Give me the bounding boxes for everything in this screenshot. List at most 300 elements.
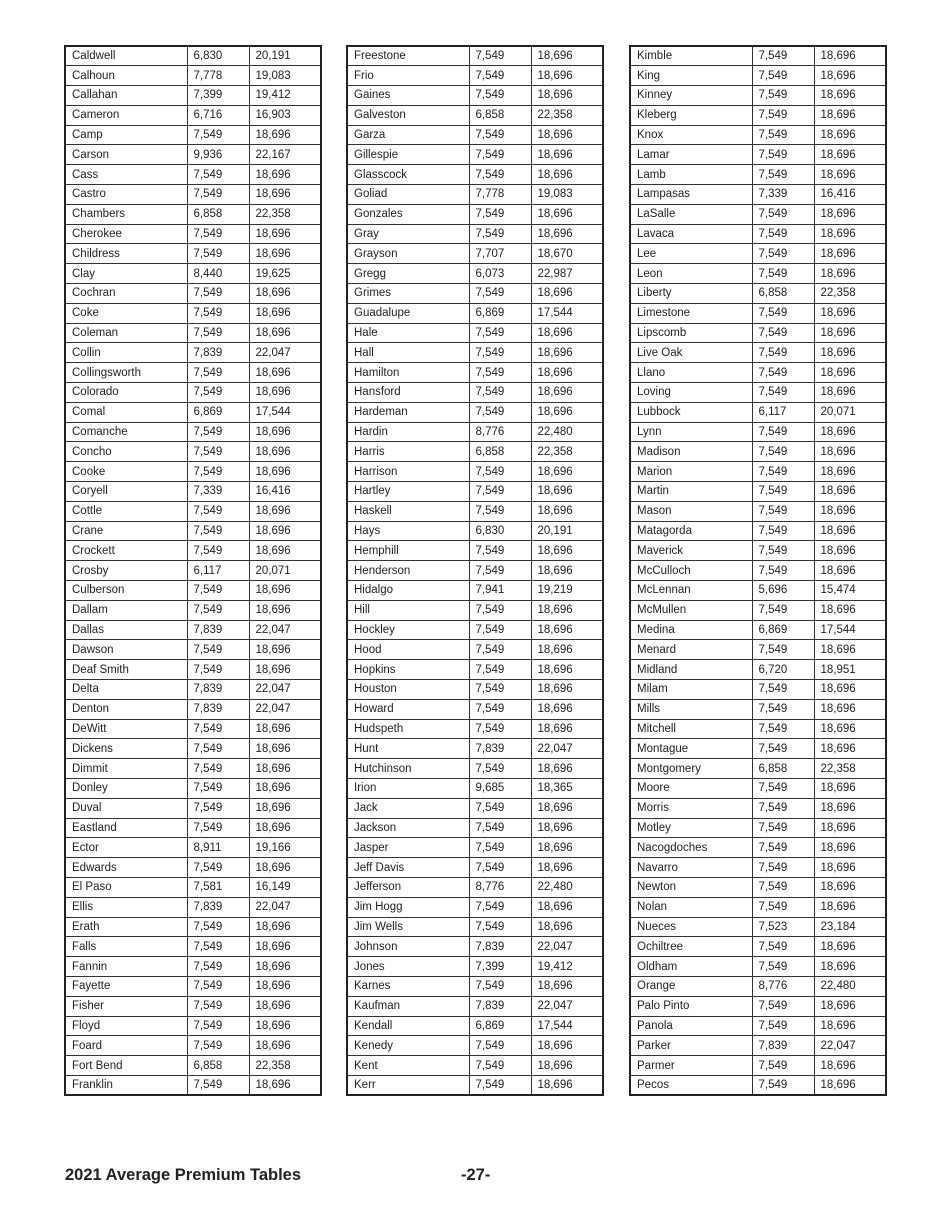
premium-value-1-cell: 7,549: [187, 917, 249, 937]
county-name-cell: Pecos: [630, 1075, 752, 1095]
premium-value-2-cell: 22,358: [531, 442, 603, 462]
county-name-cell: Cooke: [65, 462, 187, 482]
table-row: [65, 125, 321, 145]
premium-value-1-cell: 7,549: [187, 284, 249, 304]
premium-value-2-cell: 18,696: [814, 957, 886, 977]
table-row: [65, 1036, 321, 1056]
premium-value-1-cell: 6,117: [187, 561, 249, 581]
table-row: [347, 660, 603, 680]
premium-value-1-cell: 7,549: [752, 877, 814, 897]
table-row: [630, 125, 886, 145]
premium-value-2-cell: 18,696: [814, 1056, 886, 1076]
table-row: [65, 482, 321, 502]
county-name-cell: Madison: [630, 442, 752, 462]
table-row: [630, 541, 886, 561]
premium-value-1-cell: 8,776: [469, 877, 531, 897]
premium-value-2-cell: 22,047: [249, 620, 321, 640]
premium-value-2-cell: 18,696: [814, 877, 886, 897]
premium-value-2-cell: 22,047: [814, 1036, 886, 1056]
premium-value-1-cell: 7,549: [469, 600, 531, 620]
table-row: [630, 343, 886, 363]
table-row: [65, 86, 321, 106]
county-name-cell: Caldwell: [65, 46, 187, 66]
premium-value-1-cell: 7,549: [469, 561, 531, 581]
county-name-cell: Dickens: [65, 739, 187, 759]
table-row: [347, 244, 603, 264]
premium-value-2-cell: 22,480: [531, 422, 603, 442]
premium-value-1-cell: 7,549: [187, 165, 249, 185]
premium-value-1-cell: 7,399: [187, 86, 249, 106]
premium-value-2-cell: 20,191: [249, 46, 321, 66]
table-row: [347, 581, 603, 601]
county-name-cell: Duval: [65, 798, 187, 818]
table-row: [630, 442, 886, 462]
county-name-cell: Culberson: [65, 581, 187, 601]
table-row: [630, 264, 886, 284]
premium-value-1-cell: 7,549: [752, 640, 814, 660]
county-name-cell: Montague: [630, 739, 752, 759]
table-row: [347, 66, 603, 86]
county-name-cell: Orange: [630, 976, 752, 996]
premium-value-1-cell: 7,549: [469, 640, 531, 660]
premium-value-1-cell: 7,549: [752, 699, 814, 719]
county-name-cell: Foard: [65, 1036, 187, 1056]
premium-value-2-cell: 20,191: [531, 521, 603, 541]
premium-value-2-cell: 18,696: [531, 284, 603, 304]
premium-value-2-cell: 18,696: [249, 185, 321, 205]
county-name-cell: Llano: [630, 363, 752, 383]
premium-value-2-cell: 17,544: [249, 402, 321, 422]
table-row: [630, 145, 886, 165]
table-row: [347, 798, 603, 818]
county-name-cell: Grimes: [347, 284, 469, 304]
premium-value-2-cell: 18,696: [814, 383, 886, 403]
county-name-cell: Carson: [65, 145, 187, 165]
county-name-cell: Hale: [347, 323, 469, 343]
premium-value-1-cell: 7,549: [469, 1036, 531, 1056]
table-row: [65, 501, 321, 521]
county-name-cell: Freestone: [347, 46, 469, 66]
county-name-cell: Floyd: [65, 1016, 187, 1036]
page-number: -27-: [461, 1166, 491, 1184]
premium-value-1-cell: 7,549: [469, 818, 531, 838]
county-name-cell: Hardin: [347, 422, 469, 442]
county-name-cell: Denton: [65, 699, 187, 719]
table-row: [630, 224, 886, 244]
table-row: [630, 759, 886, 779]
county-name-cell: Lamb: [630, 165, 752, 185]
county-name-cell: Gray: [347, 224, 469, 244]
county-name-cell: Delta: [65, 680, 187, 700]
county-name-cell: Nolan: [630, 897, 752, 917]
county-name-cell: Ellis: [65, 897, 187, 917]
table-row: [630, 86, 886, 106]
county-name-cell: Cherokee: [65, 224, 187, 244]
premium-value-1-cell: 6,869: [469, 303, 531, 323]
premium-value-1-cell: 9,685: [469, 778, 531, 798]
premium-value-1-cell: 7,339: [752, 185, 814, 205]
county-name-cell: Motley: [630, 818, 752, 838]
county-name-cell: Marion: [630, 462, 752, 482]
table-row: [65, 877, 321, 897]
premium-value-2-cell: 18,696: [249, 125, 321, 145]
premium-value-2-cell: 18,696: [531, 541, 603, 561]
premium-value-1-cell: 7,523: [752, 917, 814, 937]
premium-value-1-cell: 7,839: [469, 996, 531, 1016]
premium-value-1-cell: 7,778: [469, 185, 531, 205]
premium-value-2-cell: 18,696: [814, 323, 886, 343]
premium-value-1-cell: 7,549: [187, 957, 249, 977]
premium-value-2-cell: 18,696: [249, 224, 321, 244]
county-name-cell: Parker: [630, 1036, 752, 1056]
table-row: [347, 185, 603, 205]
premium-value-1-cell: 7,549: [752, 323, 814, 343]
county-name-cell: Deaf Smith: [65, 660, 187, 680]
table-row: [65, 778, 321, 798]
premium-value-2-cell: 18,696: [531, 660, 603, 680]
table-row: [347, 1016, 603, 1036]
county-name-cell: Fort Bend: [65, 1056, 187, 1076]
table-row: [347, 838, 603, 858]
county-name-cell: Gonzales: [347, 204, 469, 224]
premium-value-2-cell: 18,696: [531, 798, 603, 818]
premium-value-2-cell: 18,696: [531, 976, 603, 996]
table-row: [347, 937, 603, 957]
table-row: [65, 323, 321, 343]
premium-value-2-cell: 18,696: [814, 244, 886, 264]
table-row: [630, 422, 886, 442]
county-name-cell: Oldham: [630, 957, 752, 977]
county-name-cell: Donley: [65, 778, 187, 798]
premium-value-2-cell: 18,696: [531, 462, 603, 482]
premium-value-1-cell: 7,549: [752, 422, 814, 442]
county-name-cell: Kleberg: [630, 105, 752, 125]
table-row: [347, 165, 603, 185]
premium-value-1-cell: 7,549: [187, 1016, 249, 1036]
table-row: [347, 600, 603, 620]
premium-value-2-cell: 18,696: [249, 937, 321, 957]
county-name-cell: Hemphill: [347, 541, 469, 561]
county-name-cell: Hill: [347, 600, 469, 620]
county-name-cell: Coryell: [65, 482, 187, 502]
premium-value-1-cell: 7,839: [187, 343, 249, 363]
premium-value-1-cell: 6,869: [469, 1016, 531, 1036]
table-row: [347, 759, 603, 779]
county-name-cell: Frio: [347, 66, 469, 86]
premium-value-1-cell: 7,549: [752, 957, 814, 977]
county-name-cell: Edwards: [65, 858, 187, 878]
county-name-cell: Kaufman: [347, 996, 469, 1016]
table-row: [630, 46, 886, 66]
premium-value-1-cell: 7,549: [187, 778, 249, 798]
table-row: [347, 917, 603, 937]
premium-value-2-cell: 18,696: [249, 778, 321, 798]
premium-value-1-cell: 7,549: [752, 778, 814, 798]
table-row: [347, 561, 603, 581]
premium-value-2-cell: 18,696: [249, 996, 321, 1016]
premium-value-1-cell: 7,549: [469, 204, 531, 224]
table-row: [65, 858, 321, 878]
premium-value-1-cell: 6,869: [752, 620, 814, 640]
premium-value-2-cell: 18,696: [531, 501, 603, 521]
table-row: [65, 640, 321, 660]
table-row: [630, 323, 886, 343]
county-name-cell: Jeff Davis: [347, 858, 469, 878]
table-row: [630, 66, 886, 86]
premium-value-2-cell: 18,696: [249, 303, 321, 323]
county-name-cell: Clay: [65, 264, 187, 284]
county-name-cell: Newton: [630, 877, 752, 897]
table-row: [65, 462, 321, 482]
table-row: [65, 383, 321, 403]
county-name-cell: Midland: [630, 660, 752, 680]
premium-value-1-cell: 6,869: [187, 402, 249, 422]
premium-value-1-cell: 7,839: [187, 897, 249, 917]
county-name-cell: Fannin: [65, 957, 187, 977]
premium-value-2-cell: 18,696: [814, 204, 886, 224]
premium-value-1-cell: 7,549: [469, 363, 531, 383]
table-row: [347, 699, 603, 719]
table-row: [347, 818, 603, 838]
premium-value-2-cell: 18,696: [249, 1036, 321, 1056]
premium-value-1-cell: 7,549: [469, 86, 531, 106]
county-name-cell: Camp: [65, 125, 187, 145]
county-name-cell: Fayette: [65, 976, 187, 996]
footer-title: 2021 Average Premium Tables: [65, 1166, 302, 1184]
premium-value-2-cell: 18,696: [814, 680, 886, 700]
premium-value-2-cell: 18,670: [531, 244, 603, 264]
premium-value-1-cell: 7,549: [469, 323, 531, 343]
table-row: [630, 957, 886, 977]
premium-value-1-cell: 7,549: [752, 66, 814, 86]
premium-value-2-cell: 18,951: [814, 660, 886, 680]
premium-value-1-cell: 7,549: [752, 165, 814, 185]
premium-value-2-cell: 18,696: [249, 581, 321, 601]
premium-value-2-cell: 18,696: [531, 897, 603, 917]
table-row: [630, 1036, 886, 1056]
table-row: [630, 838, 886, 858]
table-row: [630, 482, 886, 502]
table-row: [65, 521, 321, 541]
table-row: [630, 699, 886, 719]
premium-value-2-cell: 18,696: [249, 521, 321, 541]
premium-value-1-cell: 6,073: [469, 264, 531, 284]
county-name-cell: Jack: [347, 798, 469, 818]
table-row: [347, 521, 603, 541]
premium-value-2-cell: 18,696: [249, 640, 321, 660]
premium-value-2-cell: 18,696: [249, 719, 321, 739]
premium-value-2-cell: 18,696: [814, 1075, 886, 1095]
county-name-cell: Jefferson: [347, 877, 469, 897]
premium-value-1-cell: 7,549: [752, 303, 814, 323]
county-name-cell: Dallam: [65, 600, 187, 620]
table-row: [630, 303, 886, 323]
premium-value-1-cell: 7,549: [469, 224, 531, 244]
county-name-cell: McMullen: [630, 600, 752, 620]
county-name-cell: Mills: [630, 699, 752, 719]
table-row: [630, 284, 886, 304]
county-name-cell: Grayson: [347, 244, 469, 264]
premium-value-1-cell: 7,549: [752, 858, 814, 878]
premium-value-1-cell: 7,549: [187, 996, 249, 1016]
premium-value-2-cell: 18,696: [814, 66, 886, 86]
premium-value-1-cell: 7,549: [752, 442, 814, 462]
premium-value-1-cell: 7,549: [469, 541, 531, 561]
table-row: [65, 719, 321, 739]
premium-value-1-cell: 7,549: [187, 462, 249, 482]
county-name-cell: Colorado: [65, 383, 187, 403]
premium-value-1-cell: 7,549: [752, 204, 814, 224]
premium-value-1-cell: 7,549: [187, 521, 249, 541]
table-row: [65, 402, 321, 422]
premium-value-1-cell: 7,549: [752, 46, 814, 66]
premium-value-1-cell: 7,707: [469, 244, 531, 264]
table-row: [347, 897, 603, 917]
county-name-cell: Leon: [630, 264, 752, 284]
table-row: [347, 680, 603, 700]
premium-value-2-cell: 19,083: [531, 185, 603, 205]
premium-value-2-cell: 20,071: [814, 402, 886, 422]
premium-value-2-cell: 18,696: [814, 125, 886, 145]
county-name-cell: Henderson: [347, 561, 469, 581]
premium-value-2-cell: 18,696: [814, 778, 886, 798]
premium-value-2-cell: 18,696: [531, 838, 603, 858]
county-name-cell: Chambers: [65, 204, 187, 224]
county-name-cell: Harris: [347, 442, 469, 462]
premium-value-2-cell: 18,696: [531, 204, 603, 224]
county-name-cell: Jim Wells: [347, 917, 469, 937]
premium-value-1-cell: 7,549: [469, 838, 531, 858]
premium-value-1-cell: 7,549: [752, 818, 814, 838]
premium-value-1-cell: 7,549: [469, 482, 531, 502]
county-name-cell: Crosby: [65, 561, 187, 581]
premium-value-2-cell: 23,184: [814, 917, 886, 937]
county-name-cell: Coke: [65, 303, 187, 323]
table-row: [65, 46, 321, 66]
premium-value-2-cell: 22,047: [531, 996, 603, 1016]
premium-value-1-cell: 7,549: [752, 521, 814, 541]
premium-value-1-cell: 7,549: [469, 343, 531, 363]
premium-value-2-cell: 18,365: [531, 778, 603, 798]
premium-value-1-cell: 7,549: [752, 462, 814, 482]
county-name-cell: Ochiltree: [630, 937, 752, 957]
premium-table-column-2: [346, 45, 604, 1096]
premium-value-1-cell: 7,549: [469, 66, 531, 86]
county-name-cell: Hansford: [347, 383, 469, 403]
premium-value-1-cell: 7,549: [469, 897, 531, 917]
table-row: [347, 976, 603, 996]
county-name-cell: Dawson: [65, 640, 187, 660]
table-row: [65, 561, 321, 581]
county-name-cell: Lubbock: [630, 402, 752, 422]
premium-value-2-cell: 15,474: [814, 581, 886, 601]
premium-table-column-1: [64, 45, 322, 1096]
premium-value-2-cell: 22,047: [531, 739, 603, 759]
county-name-cell: Jasper: [347, 838, 469, 858]
county-name-cell: Ector: [65, 838, 187, 858]
premium-value-1-cell: 7,549: [469, 858, 531, 878]
premium-value-2-cell: 18,696: [249, 957, 321, 977]
premium-value-2-cell: 18,696: [814, 937, 886, 957]
county-name-cell: Howard: [347, 699, 469, 719]
table-row: [630, 680, 886, 700]
premium-value-1-cell: 7,549: [469, 917, 531, 937]
premium-value-1-cell: 7,549: [752, 719, 814, 739]
premium-value-1-cell: 7,549: [187, 383, 249, 403]
premium-value-2-cell: 22,047: [249, 343, 321, 363]
premium-value-1-cell: 7,549: [469, 1075, 531, 1095]
premium-value-2-cell: 17,544: [814, 620, 886, 640]
county-name-cell: Knox: [630, 125, 752, 145]
county-name-cell: King: [630, 66, 752, 86]
table-row: [347, 284, 603, 304]
premium-value-1-cell: 7,549: [469, 680, 531, 700]
premium-value-2-cell: 18,696: [531, 561, 603, 581]
table-row: [630, 244, 886, 264]
table-row: [630, 719, 886, 739]
premium-value-2-cell: 18,696: [531, 759, 603, 779]
premium-value-2-cell: 22,480: [814, 976, 886, 996]
premium-value-2-cell: 18,696: [531, 363, 603, 383]
premium-value-2-cell: 18,696: [814, 303, 886, 323]
table-row: [347, 1075, 603, 1095]
premium-value-2-cell: 18,696: [814, 798, 886, 818]
table-row: [347, 541, 603, 561]
table-row: [630, 620, 886, 640]
premium-value-2-cell: 18,696: [814, 343, 886, 363]
county-name-cell: Goliad: [347, 185, 469, 205]
premium-value-1-cell: 7,549: [187, 224, 249, 244]
county-name-cell: Morris: [630, 798, 752, 818]
premium-value-2-cell: 18,696: [531, 1036, 603, 1056]
premium-value-1-cell: 7,549: [752, 838, 814, 858]
county-name-cell: Jim Hogg: [347, 897, 469, 917]
premium-value-1-cell: 7,549: [752, 798, 814, 818]
county-name-cell: Kimble: [630, 46, 752, 66]
premium-value-2-cell: 18,696: [531, 640, 603, 660]
county-name-cell: Parmer: [630, 1056, 752, 1076]
premium-value-1-cell: 7,549: [187, 581, 249, 601]
table-row: [347, 105, 603, 125]
premium-value-1-cell: 7,549: [469, 699, 531, 719]
premium-value-2-cell: 18,696: [249, 976, 321, 996]
table-row: [65, 422, 321, 442]
table-row: [630, 363, 886, 383]
county-name-cell: Haskell: [347, 501, 469, 521]
table-row: [630, 739, 886, 759]
premium-value-1-cell: 7,549: [187, 976, 249, 996]
premium-value-1-cell: 7,549: [752, 343, 814, 363]
table-row: [630, 778, 886, 798]
premium-value-1-cell: 7,549: [469, 798, 531, 818]
county-name-cell: Kerr: [347, 1075, 469, 1095]
premium-value-1-cell: 7,549: [187, 798, 249, 818]
premium-value-2-cell: 18,696: [531, 86, 603, 106]
premium-value-1-cell: 7,549: [469, 1056, 531, 1076]
county-name-cell: Cass: [65, 165, 187, 185]
table-row: [347, 343, 603, 363]
table-row: [630, 581, 886, 601]
premium-value-2-cell: 22,358: [249, 1056, 321, 1076]
table-row: [347, 46, 603, 66]
premium-value-2-cell: 18,696: [249, 501, 321, 521]
county-name-cell: Nueces: [630, 917, 752, 937]
table-row: [65, 442, 321, 462]
county-name-cell: Milam: [630, 680, 752, 700]
premium-value-2-cell: 22,167: [249, 145, 321, 165]
premium-value-2-cell: 19,166: [249, 838, 321, 858]
county-name-cell: Collin: [65, 343, 187, 363]
